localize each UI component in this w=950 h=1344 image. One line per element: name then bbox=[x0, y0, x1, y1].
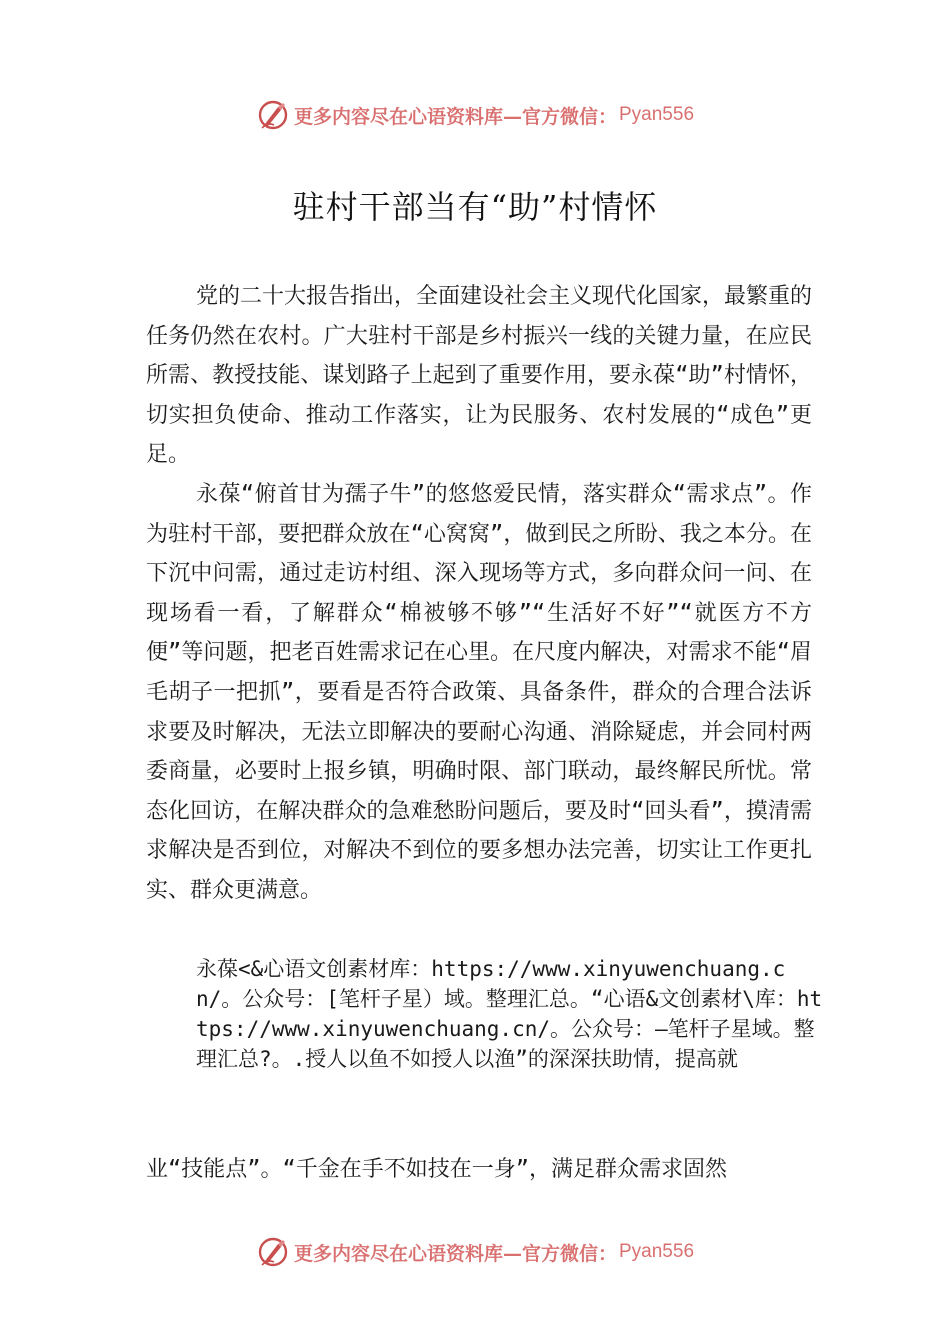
paragraph: 党的二十大报告指出，全面建设社会主义现代化国家，最繁重的任务仍然在农村。广大驻村干部是乡村振兴一线的关键力量，在应民所需、教授技能、谋划路子上起到了重要作用，要永葆“助”村情怀，切实担负使命、推动工作落实，让为民服务、农村发展的“成色”更足。 bbox=[146, 284, 813, 468]
article-body bbox=[146, 277, 812, 911]
banner-text: 更多内容尽在心语资料库—官方微信： bbox=[293, 1242, 617, 1265]
banner-wechat-id: Pyan556 bbox=[619, 104, 695, 125]
quill-logo-icon bbox=[256, 98, 290, 132]
banner-text: 更多内容尽在心语资料库—官方微信： bbox=[293, 105, 617, 128]
paragraph: 永葆“俯首甘为孺子牛”的悠悠爱民情，落实群众“需求点”。作为驻村干部，要把群众放在“心窝窝”，做到民之所盼、我之本分。在下沉中问需，通过走访村组、深入现场等方式，多向群众问一问、在现场看一看，了解群众“棉被够不够”“生活好不好”“就医方不方便”等问题，把老百姓需求记在心里。在尺度内解决，对需求不能“眉毛胡子一把抓”，要看是否符合政策、具备条件，群众的合理合法诉求要及时解决，无法立即解决的要耐心沟通、消除疑虑，并会同村两委商量，必要时上报乡镇，明确时限、部门联动，最终解民所忧。常态化回访，在解决群众的急难愁盼问题后，要及时“回头看”，摸清需求解决是否到位，对解决不到位的要多想办法完善，切实让工作更扎实、群众更满意。 bbox=[146, 481, 812, 903]
header-watermark-banner bbox=[0, 95, 950, 135]
paragraph-continuation: 业“技能点”。“千金在手不如技在一身”，满足群众需求固然 bbox=[146, 1157, 727, 1182]
footer-watermark-banner bbox=[0, 1232, 950, 1272]
banner-wechat-id: Pyan556 bbox=[619, 1241, 695, 1262]
quill-logo-icon bbox=[256, 1235, 290, 1269]
mixed-watermark-paragraph: 永葆<&心语文创素材库：https://www.xinyuwenchuang.cn/。公众号：[笔杆子星）域。整理汇总。“心语&文创素材\库：https://www.xinyuwenchuang.cn/。公众号：—笔杆子星域。整理汇总?。.授人以鱼不如授人以渔”的深深扶助情，提高就 bbox=[196, 957, 823, 1071]
article-title: 驻村干部当有“助”村情怀 bbox=[292, 188, 658, 226]
